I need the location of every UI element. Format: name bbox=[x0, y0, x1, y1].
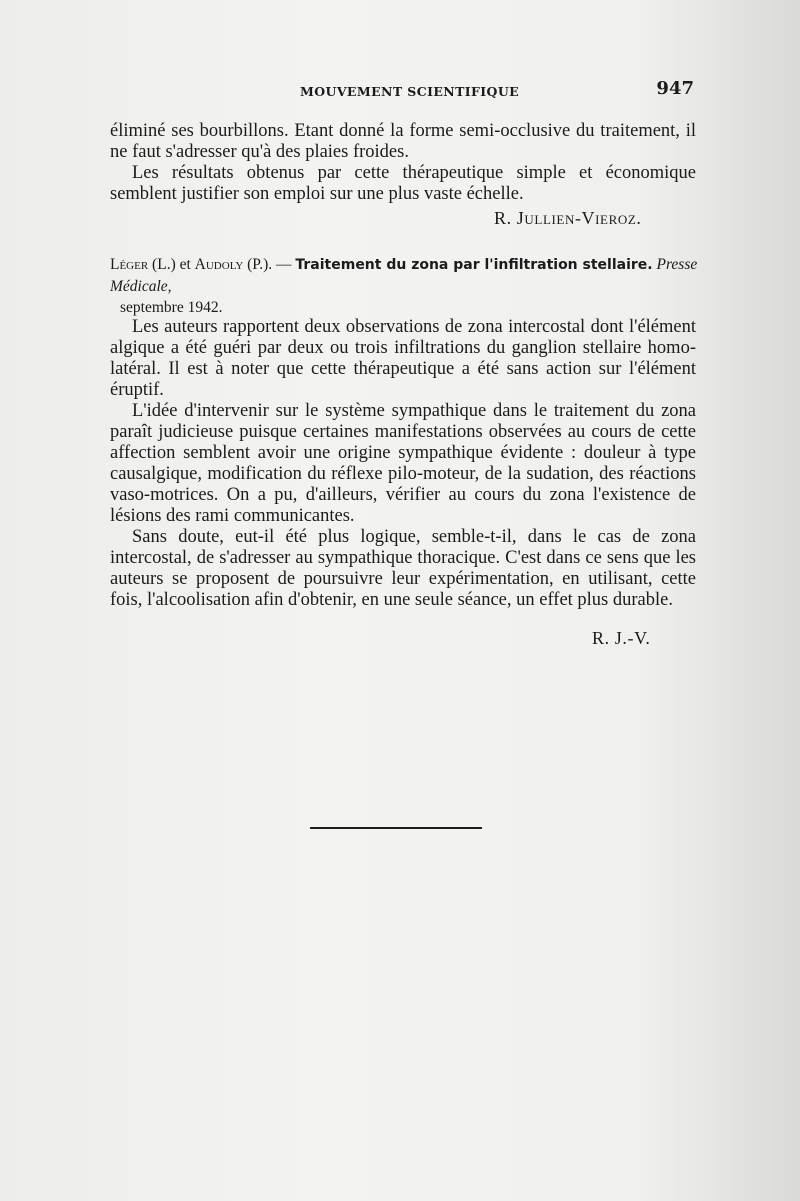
reference-author: Léger (L.) bbox=[110, 256, 176, 273]
signature: R. J.-V. bbox=[592, 628, 651, 648]
reference-dash: — bbox=[276, 256, 292, 273]
paragraph: Les résultats obtenus par cette thérapeutique simple et économique semblent justifier son emploi sur une plus vaste échelle. bbox=[110, 163, 696, 204]
page-number: 947 bbox=[656, 78, 694, 99]
paragraph: L'idée d'intervenir sur le système sympathique dans le traitement du zona paraît judicieuse puisque certaines manifestations observées au cours de cette affection semblent avoir une origine sympathique évidente : douleur à type causalgique, modification du réflexe pilo-moteur, de la sudation, des réactions vaso-motrices. On a pu, d'ailleurs, vérifier au cours du zona l'existence de lésions des rami communicantes. bbox=[110, 401, 696, 526]
reference-conjunction: et bbox=[179, 256, 191, 273]
reference-title: Traitement du zona par l'infiltration stellaire. bbox=[295, 257, 653, 273]
running-head bbox=[110, 78, 698, 102]
bibliographic-reference bbox=[110, 254, 700, 318]
running-title: MOUVEMENT SCIENTIFIQUE bbox=[300, 84, 520, 99]
paragraph: Sans doute, eut-il été plus logique, semble-t-il, dans le cas de zona intercostal, de s'adresser au sympathique thoracique. C'est dans ce sens que les auteurs se proposent de poursuivre leur expérimentation, en utilisant, cette fois, l'alcoolisation afin d'obtenir, en une seule séance, un effet plus durable. bbox=[110, 527, 696, 610]
paragraph: Les auteurs rapportent deux observations de zona intercostal dont l'élément algique a été guéri par deux ou trois infiltrations du ganglion stellaire homo-latéral. Il est à noter que cette thérapeutique a été sans action sur l'élément éruptif. bbox=[110, 317, 696, 400]
reference-journal: Presse Médicale, bbox=[110, 256, 698, 295]
section-divider bbox=[310, 827, 482, 829]
reference-author: Audoly (P.). bbox=[194, 256, 273, 273]
signature: R. Jullien-Vieroz. bbox=[494, 208, 642, 228]
paragraph: éliminé ses bourbillons. Etant donné la forme semi-occlusive du traitement, il ne faut s'adresser qu'à des plaies froides. bbox=[110, 121, 696, 162]
first-article-text bbox=[110, 121, 696, 205]
reference-date: septembre 1942. bbox=[120, 299, 223, 316]
second-article-text bbox=[110, 317, 696, 611]
